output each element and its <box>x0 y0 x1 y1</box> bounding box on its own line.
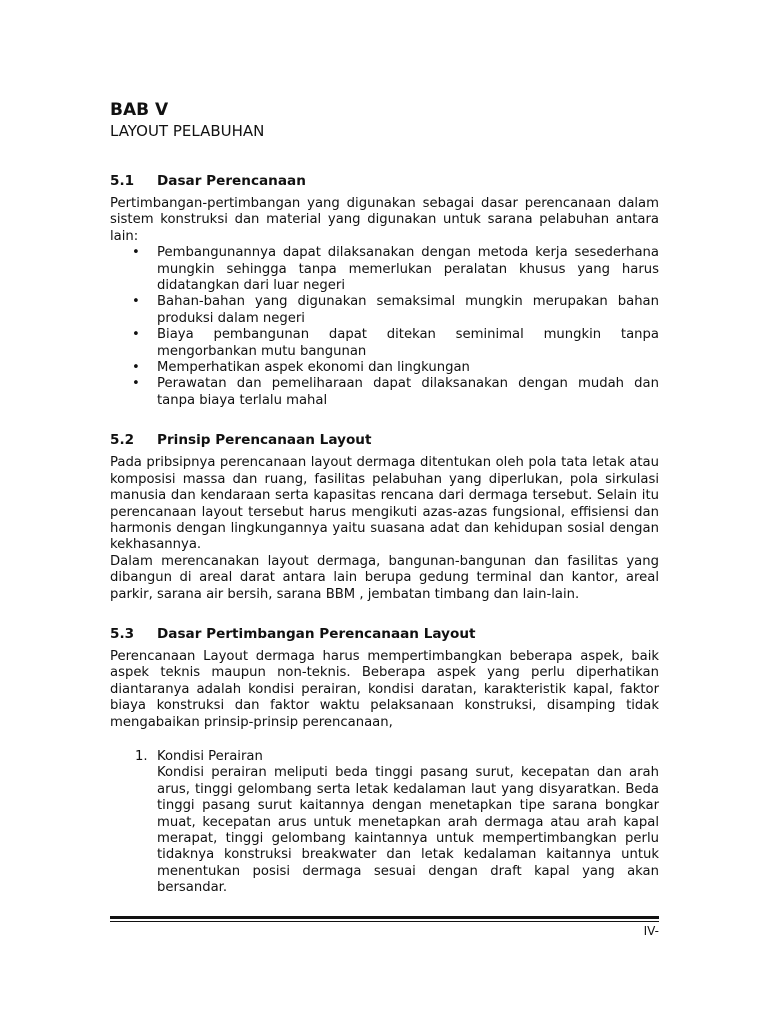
section-5-1 <box>110 172 659 409</box>
chapter-title: LAYOUT PELABUHAN <box>110 122 265 140</box>
bullet-list <box>110 245 659 409</box>
list-item-text: Memperhatikan aspek ekonomi dan lingkungan <box>157 360 470 376</box>
bullet-icon: • <box>132 294 140 310</box>
list-item-text: Bahan-bahan yang digunakan semaksimal mungkin merupakan bahan produksi dalam negeri <box>157 294 659 326</box>
footer-rule <box>110 916 659 919</box>
section-title: Dasar Perencanaan <box>157 173 306 189</box>
page-content <box>110 100 659 897</box>
chapter-number: BAB V <box>110 100 169 120</box>
list-item <box>110 294 659 327</box>
paragraph: Dalam merencanakan layout dermaga, bangunan-bangunan dan fasilitas yang dibangun di areal darat antara lain berupa gedung terminal dan kantor, areal parkir, sarana air bersih, sarana BBM , jembatan timbang dan lain-lain. <box>110 553 659 602</box>
list-item <box>110 327 659 360</box>
section-number: 5.1 <box>110 173 135 189</box>
bullet-icon: • <box>132 376 140 392</box>
numbered-list <box>110 749 659 897</box>
section-heading <box>110 431 659 449</box>
paragraph: Pada pribsipnya perencanaan layout dermaga ditentukan oleh pola tata letak atau komposisi massa dan ruang, fasilitas pelabuhan yang diperlukan, pola sirkulasi manusia dan kendaraan serta kapasitas rencana dari dermaga tersebut. Selain itu perencanaan layout tersebut harus mengikuti azas-azas fungsional, effisiensi dan harmonis dengan lingkungannya yaitu suasana adat dan kehidupan sosial dengan kekhasannya. <box>110 455 659 553</box>
list-item <box>110 376 659 409</box>
list-item <box>110 360 659 376</box>
section-5-3 <box>110 625 659 897</box>
section-intro: Pertimbangan-pertimbangan yang digunakan sebagai dasar perencanaan dalam sistem konstruksi dan material yang digunakan untuk sarana pelabuhan antara lain: <box>110 196 659 244</box>
list-item-text: Pembangunannya dapat dilaksanakan dengan metoda kerja sesederhana mungkin sehingga tanpa memerlukan peralatan khusus yang harus didatangkan dari luar negeri <box>157 245 659 294</box>
section-title: Prinsip Perencanaan Layout <box>157 432 372 449</box>
footer-rule-thin <box>110 921 659 922</box>
bullet-icon: • <box>132 360 140 376</box>
section-heading <box>110 172 659 190</box>
list-item-text: Kondisi perairan meliputi beda tinggi pasang surut, kecepatan dan arah arus, tinggi gelombang serta letak kedalaman laut yang disyaratkan. Beda tinggi pasang surut kaitannya dengan menetapkan tipe sarana bongkar muat, kecepatan arus untuk menetapkan arah dermaga atau arah kapal merapat, tinggi gelombang kaintannya untuk mempertimbangkan perlu tidaknya konstruksi breakwater dan letak kedalaman kaitannya untuk menentukan posisi dermaga sesuai dengan draft kapal yang akan bersandar. <box>157 765 659 896</box>
list-item <box>110 749 659 897</box>
list-item-number: 1. <box>135 748 148 764</box>
list-item-title: Kondisi Perairan <box>157 748 263 764</box>
bullet-icon: • <box>132 327 140 343</box>
page-number: IV- <box>643 924 659 938</box>
section-title: Dasar Pertimbangan Perencanaan Layout <box>157 625 476 642</box>
list-item-text: Perawatan dan pemeliharaan dapat dilaksanakan dengan mudah dan tanpa biaya terlalu mahal <box>157 376 659 408</box>
section-number: 5.2 <box>110 432 135 449</box>
section-intro: Perencanaan Layout dermaga harus mempertimbangkan beberapa aspek, baik aspek teknis maupun non-teknis. Beberapa aspek yang perlu diperhatikan diantaranya adalah kondisi perairan, kondisi daratan, karakteristik kapal, faktor biaya konstruksi dan faktor waktu pelaksanaan konstruksi, disamping tidak mengabaikan prinsip-prinsip perencanaan, <box>110 648 659 730</box>
section-number: 5.3 <box>110 625 135 642</box>
section-heading <box>110 625 659 643</box>
list-item-text: Biaya pembangunan dapat ditekan seminimal mungkin tanpa mengorbankan mutu bangunan <box>157 327 659 359</box>
section-5-2 <box>110 431 659 603</box>
list-item <box>110 245 659 294</box>
bullet-icon: • <box>132 245 140 261</box>
